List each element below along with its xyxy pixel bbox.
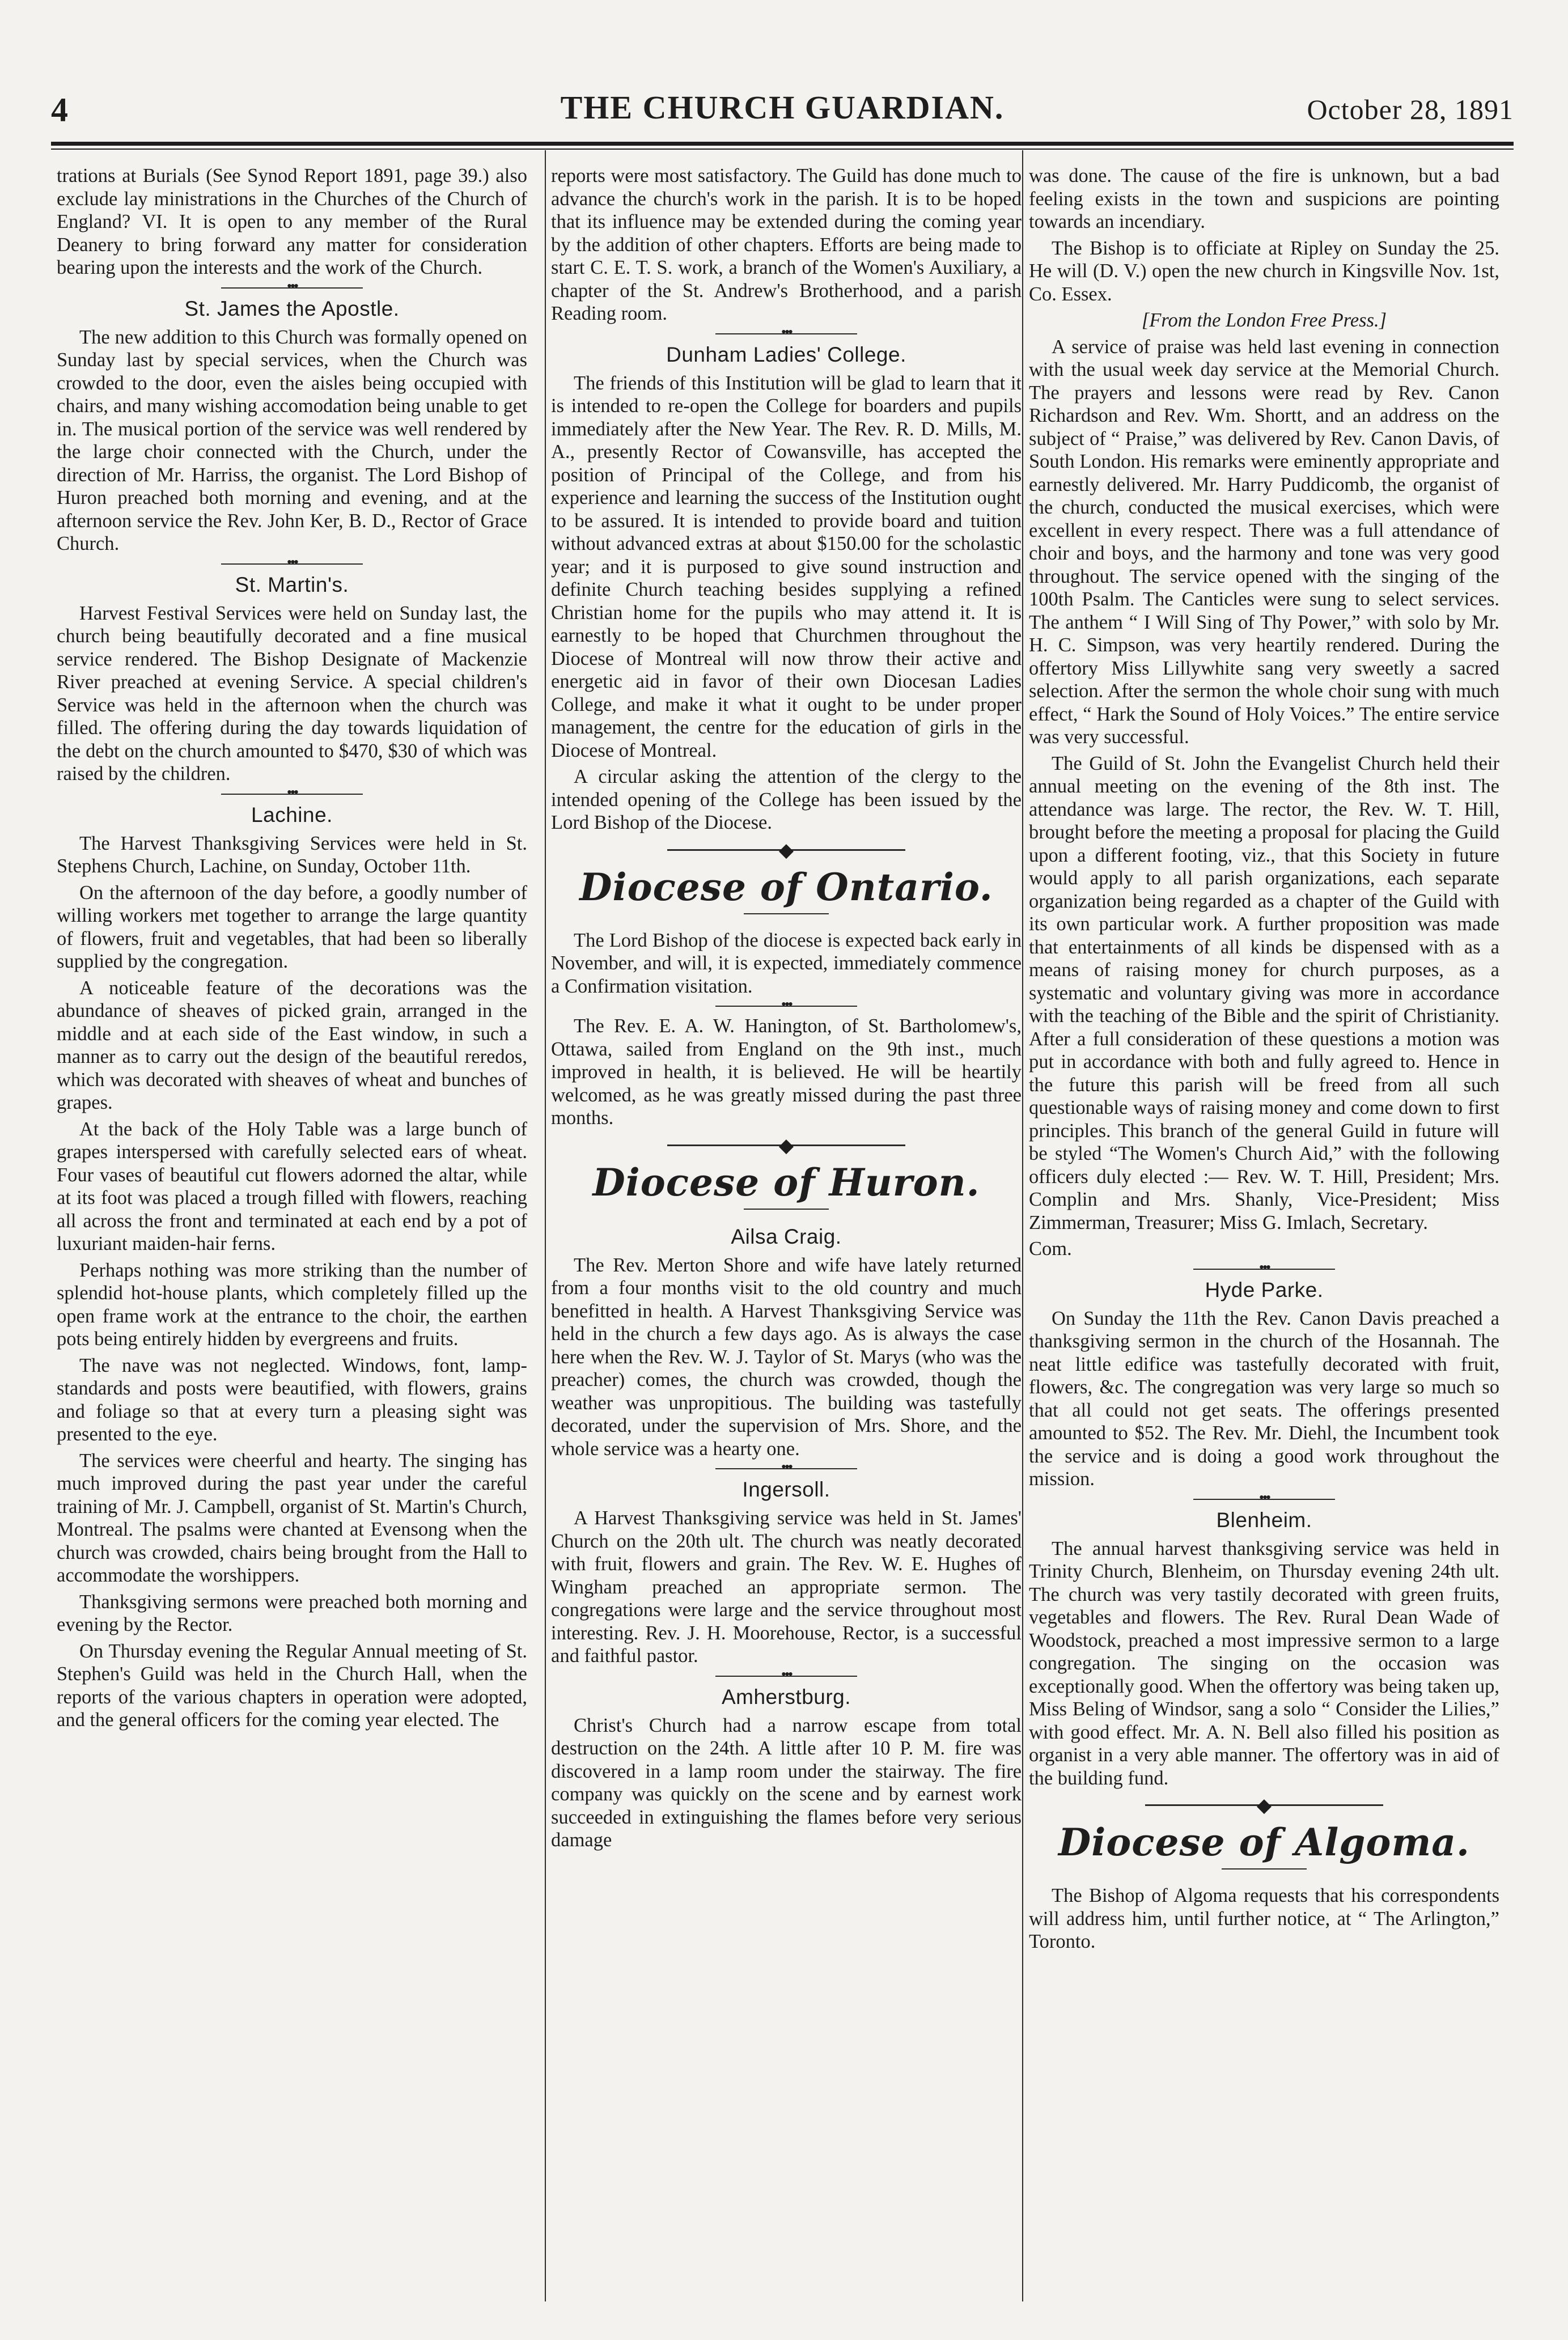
article-paragraph: A Harvest Thanksgiving service was held in St. James' Church on the 20th ult. The church was neatly decorated with fruit, flowers and grain. The Rev. W. E. Hughes of Wingham preached an appropriate sermon. The congregations were large and the service throughout most interesting. Rev. J. H. Moorehouse, Rector, is a successful and faithful pastor. xyxy=(551,1507,1022,1667)
section-heading-hyde-parke: Hyde Parke. xyxy=(1205,1278,1324,1302)
article-paragraph: On Sunday the 11th the Rev. Canon Davis preached a thanksgiving sermon in the church of the Hosannah. The neat little edifice was tastefully decorated with fruit, flowers, &c. The congregation was very large so much so that all could not get seats. The offerings presented amounted to $52. The Rev. Mr. Diehl, the Incumbent took the service and is doing a good work throughout the mission. xyxy=(1029,1307,1499,1490)
section-heading-lachine: Lachine. xyxy=(251,803,333,826)
article-paragraph: The services were cheerful and hearty. The singing has much improved during the past year under the careful training of Mr. J. Campbell, organist of St. Martin's Church, Montreal. The psalms were chanted at Evensong when the church was crowded, chairs being brought from the Hall to accommodate the worshippers. xyxy=(57,1449,527,1586)
diocese-heading-huron: Diocese of Huron. xyxy=(592,1160,980,1205)
issue-date: October 28, 1891 xyxy=(1307,94,1514,125)
article-paragraph: Christ's Church had a narrow escape from total destruction on the 24th. A little after 10 P. M. fire was discovered in a lamp room under the stairway. The fire company was quickly on the scene and by earnest work succeeded in extinguishing the flames before very serious damage xyxy=(551,1714,1022,1851)
section-heading-ingersoll: Ingersoll. xyxy=(742,1478,830,1501)
masthead xyxy=(51,85,1514,136)
diocese-separator xyxy=(667,849,905,851)
section-separator xyxy=(221,563,363,565)
diocese-heading-algoma: Diocese of Algoma. xyxy=(1058,1820,1470,1864)
article-paragraph: was done. The cause of the fire is unknown, but a bad feeling exists in the town and suspicions are pointing towards an incendiary. xyxy=(1029,165,1499,232)
header-rule-thin xyxy=(51,149,1514,150)
article-paragraph: A service of praise was held last evening in connection with the usual week day service at the Memorial Church. The prayers and lessons were read by Rev. Canon Richardson and Rev. Wm. Shortt, and an address on the subject of “ Praise,” was delivered by Rev. Canon Davis, of South London. His remarks were eminently appropriate and earnestly delivered. Mr. Harry Puddicomb, the organist of the church, conducted the musical exercises, which were excellent in every respect. There was a full attendance of choir and boys, and the harmony and tone was very good throughout. The service opened with the singing of the 100th Psalm. The Canticles were sung to select services. The anthem “ I Will Sing of Thy Power,” with solo by Mr. H. C. Simpson, was very heartily rendered. During the offertory Miss Lillywhite sang very sweetly a sacred selection. After the sermon the whole choir sung with much effect, “ Hark the Sound of Holy Voices.” The entire service was very successful. xyxy=(1029,336,1499,748)
author-signature: Com. xyxy=(1029,1238,1072,1260)
heading-underline xyxy=(744,913,829,914)
section-heading-st-martins: St. Martin's. xyxy=(235,573,349,596)
article-paragraph: The Guild of St. John the Evangelist Church held their annual meeting on the evening of the 8th inst. The attendance was large. The rector, the Rev. W. T. Hill, brought before the meeting a proposal for placing the Guild upon a different footing, viz., that this Society in future would apply to all parish organizations, each separate organization being regarded as a chapter of the Guild with its own particular work. A further proposition was made that entertainments of all kinds be dispensed with as a means of raising money for church purposes, as a systematic and voluntary giving was more in accordance with the teaching of the Bible and the spirit of Christianity. After a full consideration of these questions a motion was put in accordance with both and fully agreed to. Hence in the future this parish will be freed from all such questionable ways of raising money and come down to first principles. This branch of the general Guild in future will be styled “The Women's Church Aid,” with the following officers duly elected :— Rev. W. T. Hill, President; Mrs. Complin and Mrs. Shanly, Vice-President; Miss Zimmerman, Treasurer; Miss G. Imlach, Secretary. xyxy=(1029,752,1499,1233)
section-heading-ailsa-craig: Ailsa Craig. xyxy=(731,1224,842,1248)
article-paragraph: The Harvest Thanksgiving Services were held in St. Stephens Church, Lachine, on Sunday, October 11th. xyxy=(57,832,527,877)
newspaper-title: THE CHURCH GUARDIAN. xyxy=(560,89,1005,126)
article-paragraph: Harvest Festival Services were held on Sunday last, the church being beautifully decorated and a fine musical service rendered. The Bishop Designate of Mackenzie River preached at evening Service. A special children's Service was held in the afternoon when the church was filled. The offering during the day towards liquidation of the debt on the church amounted to $470, $30 of which was raised by the children. xyxy=(57,602,527,785)
section-heading-st-james: St. James the Apostle. xyxy=(184,296,400,320)
article-paragraph: The Bishop of Algoma requests that his correspondents will address him, until further notice, at “ The Arlington,” Toronto. xyxy=(1029,1885,1499,1952)
column-divider-1 xyxy=(545,150,546,2301)
article-paragraph: The Bishop is to officiate at Ripley on Sunday the 25. He will (D. V.) open the new church in Kingsville Nov. 1st, Co. Essex. xyxy=(1029,237,1499,305)
column-1 xyxy=(57,164,527,2301)
section-separator xyxy=(221,287,363,289)
page-number: 4 xyxy=(51,91,68,129)
section-heading-blenheim: Blenheim. xyxy=(1216,1508,1312,1532)
article-paragraph: reports were most satisfactory. The Guild has done much to advance the church's work in the parish. It is to be hoped that its influence may be extended during the coming year by the addition of other chapters. Efforts are being made to start C. E. T. S. work, a branch of the Women's Auxiliary, a chapter of the St. Andrew's Brotherhood, and a parish Reading room. xyxy=(551,165,1022,324)
heading-underline xyxy=(1222,1868,1307,1870)
section-separator xyxy=(715,333,857,334)
section-heading-dunham: Dunham Ladies' College. xyxy=(666,342,906,366)
article-paragraph: The new addition to this Church was formally opened on Sunday last by special services, when the Church was crowded to the door, even the aisles being occupied with chairs, and many wishing accomodation being unable to get in. The musical portion of the service was well rendered by the large choir connected with the Church, under the direction of Mr. Harriss, the organist. The Lord Bishop of Huron preached both morning and evening, and at the afternoon service the Rev. John Ker, B. D., Rector of Grace Church. xyxy=(57,326,527,554)
article-paragraph: Perhaps nothing was more striking than the number of splendid hot-house plants, which completely filled up the open frame work at the entrance to the choir, the earthen pots being entirely hidden by evergreens and fruits. xyxy=(57,1259,527,1350)
article-paragraph: trations at Burials (See Synod Report 1891, page 39.) also exclude lay ministrations in the Churches of the Church of England? VI. It is open to any member of the Rural Deanery to bring forward any matter for consideration bearing upon the interests and the work of the Church. xyxy=(57,165,527,278)
source-credit: [From the London Free Press.] xyxy=(1141,310,1387,331)
article-paragraph: A noticeable feature of the decorations was the abundance of sheaves of picked grain, arranged in the middle and at each side of the East window, in such a manner as to carry out the design of the beautiful reredos, which was decorated with sheaves of wheat and bunches of grapes. xyxy=(57,977,527,1113)
section-separator xyxy=(715,1468,857,1469)
article-paragraph: The friends of this Institution will be glad to learn that it is intended to re-open the College for boarders and pupils immediately after the New Year. The Rev. R. D. Mills, M. A., presently Rector of Cowansville, has accepted the position of Principal of the College, and from his experience and learning the success of the Institution ought to be assured. It is intended to provide board and tuition without advanced extras at about $150.00 for the scholastic year; and it is purposed to give sound instruction and definite Church teaching besides supplying a refined Christian home for the pupils who may attend it. It is earnestly to be hoped that Churchmen throughout the Diocese of Montreal will now throw their active and energetic aid in favor of their own Diocesan Ladies College, and make it what it ought to be under proper management, the centre for the education of girls in the Diocese of Montreal. xyxy=(551,372,1022,761)
diocese-heading-ontario: Diocese of Ontario. xyxy=(579,864,993,909)
section-heading-amherstburg: Amherstburg. xyxy=(721,1685,851,1709)
article-paragraph: A circular asking the attention of the clergy to the intended opening of the College has been issued by the Lord Bishop of the Diocese. xyxy=(551,766,1022,833)
article-paragraph: On the afternoon of the day before, a goodly number of willing workers met together to arrange the large quantity of flowers, fruit and vegetables, that had been so liberally supplied by the congregation. xyxy=(57,881,527,972)
article-paragraph: The Rev. E. A. W. Hanington, of St. Bartholomew's, Ottawa, sailed from England on the 9th inst., much improved in health, it is believed. He will be heartily welcomed, as he was greatly missed during the past three months. xyxy=(551,1015,1022,1129)
section-separator xyxy=(715,1676,857,1677)
article-paragraph: On Thursday evening the Regular Annual meeting of St. Stephen's Guild was held in the Church Hall, when the reports of the various chapters in operation were adopted, and the general officers for the coming year elected. The xyxy=(57,1640,527,1731)
section-separator xyxy=(221,794,363,795)
column-2 xyxy=(551,164,1022,2301)
section-separator xyxy=(715,1006,857,1007)
diocese-separator xyxy=(667,1144,905,1146)
article-paragraph: The Rev. Merton Shore and wife have lately returned from a four months visit to the old country and much benefitted in health. A Harvest Thanksgiving Service was held in the church a few days ago. As is always the case here when the Rev. W. J. Taylor of St. Marys (who was the preacher) comes, the church was crowded, though the weather was unpropitious. The building was tastefully decorated, under the supervision of Mrs. Shore, and the whole service was a hearty one. xyxy=(551,1254,1022,1460)
heading-underline xyxy=(744,1209,829,1210)
article-paragraph: At the back of the Holy Table was a large bunch of grapes interspersed with carefully selected ears of wheat. Four vases of beautiful cut flowers adorned the altar, while at its foot was placed a trough filled with flowers, reaching all across the front and terminated at each end by a pot of luxuriant maiden-hair ferns. xyxy=(57,1118,527,1254)
article-paragraph: The annual harvest thanksgiving service was held in Trinity Church, Blenheim, on Thursday evening 24th ult. The church was very tastily decorated with green fruits, vegetables and flowers. The Rev. Rural Dean Wade of Woodstock, preached a most impressive sermon to a large congregation. The singing on the occasion was exceptionally good. When the offertory was being taken up, Miss Beling of Windsor, sang a solo “ Consider the Lilies,” with good effect. Mr. A. N. Bell also filled his position as organist in a very able manner. The offertory was in aid of the building fund. xyxy=(1029,1537,1499,1789)
section-separator xyxy=(1193,1269,1335,1270)
article-paragraph: The nave was not neglected. Windows, font, lamp-standards and posts were beautified, with flowers, grains and foliage so that at every turn a pleasing sight was presented to the eye. xyxy=(57,1354,527,1445)
article-paragraph: The Lord Bishop of the diocese is expected back early in November, and will, it is expected, immediately commence a Confirmation visitation. xyxy=(551,929,1022,997)
column-divider-2 xyxy=(1022,150,1023,2301)
diocese-separator xyxy=(1145,1804,1383,1806)
header-rule-thick xyxy=(51,142,1514,146)
article-paragraph: Thanksgiving sermons were preached both morning and evening by the Rector. xyxy=(57,1591,527,1635)
section-separator xyxy=(1193,1499,1335,1500)
column-3 xyxy=(1029,164,1499,2301)
